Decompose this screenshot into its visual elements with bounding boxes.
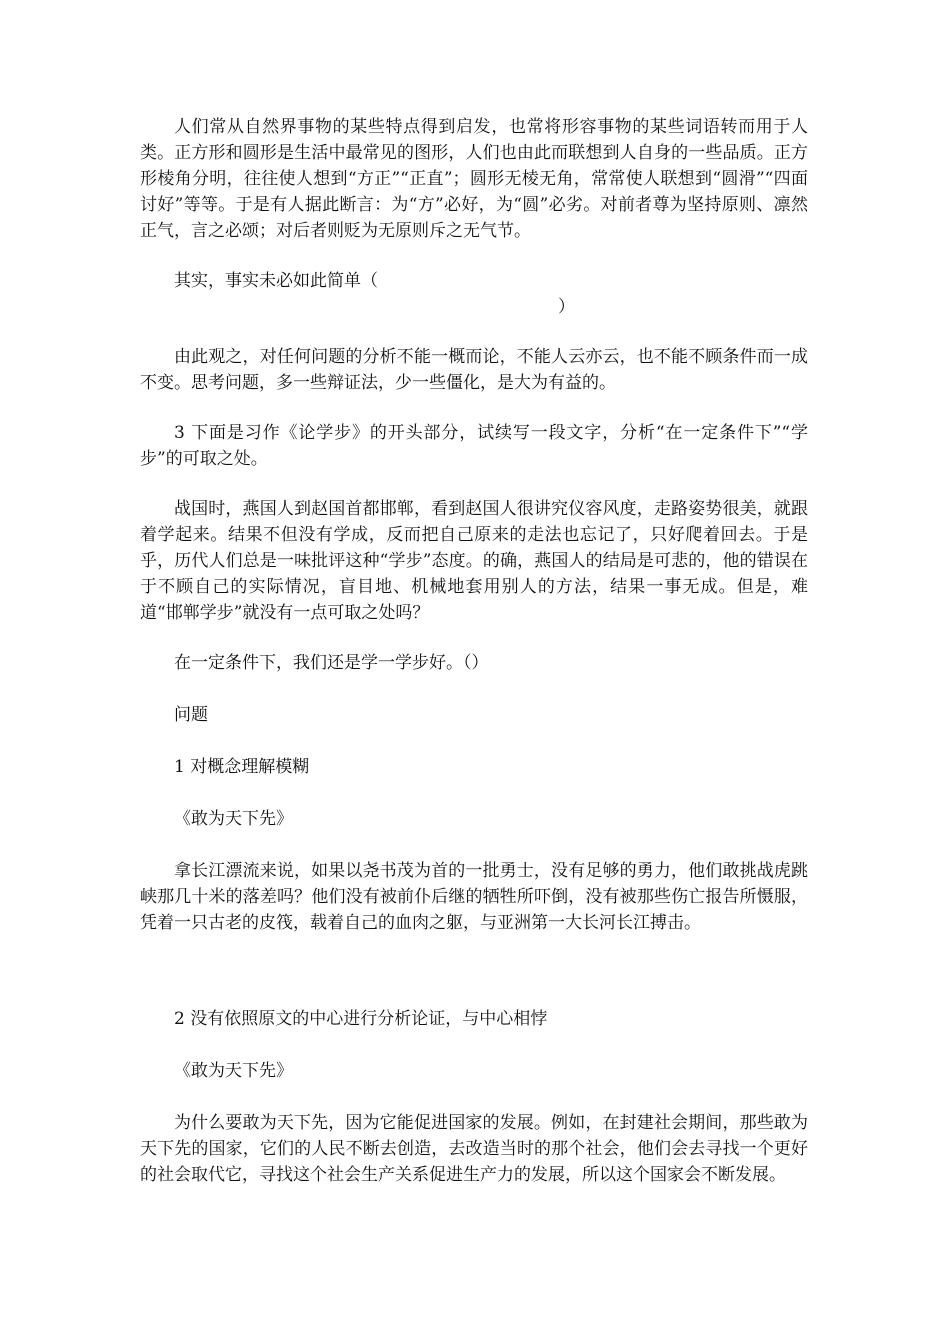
paragraph-conclusion: 由此观之，对任何问题的分析不能一概而论，不能人云亦云，也不能不顾条件而一成不变。思考问题，多一些辩证法，少一些僵化，是大为有益的。	[140, 347, 808, 393]
section-heading-problems: 问题	[174, 705, 208, 725]
essay-title-2: 《敢为天下先》	[174, 1061, 293, 1081]
paragraph-intro: 人们常从自然界事物的某些特点得到启发，也常将形容事物的某些词语转而用于人类。正方形和圆形是生活中最常见的图形，人们也由此而联想到人自身的一些品质。正方形棱角分明，往往使人想到“方正”“正直”；圆形无棱无角，常常使人联想到“圆滑”“四面讨好”等等。于是有人据此断言：为“方”必好，为“圆”必劣。对前者尊为坚持原则、凛然正气，言之必颂；对后者则贬为无原则斥之无气节。	[140, 117, 808, 241]
paragraph-learn-step: 在一定条件下，我们还是学一学步好。（）	[174, 653, 489, 673]
document-page	[140, 114, 808, 1188]
problem-1-heading: 1 对概念理解模糊	[174, 757, 310, 777]
paragraph-reality-close: ）	[558, 297, 575, 317]
problem-2-heading: 2 没有依照原文的中心进行分析论证，与中心相悖	[174, 1009, 548, 1029]
paragraph-reality-open: 其实，事实未必如此简单（	[174, 271, 378, 291]
essay-title-1: 《敢为天下先》	[174, 809, 293, 829]
paragraph-yangtze: 拿长江漂流来说，如果以尧书茂为首的一批勇士，没有足够的勇力，他们敢挑战虎跳峡那几十米的落差吗？他们没有被前仆后继的牺牲所吓倒，没有被那些伤亡报告所慑服，凭着一只古老的皮筏，载着自己的血肉之躯，与亚洲第一大长河长江搏击。	[140, 861, 808, 933]
paragraph-handan: 战国时，燕国人到赵国首都邯郸，看到赵国人很讲究仪容风度，走路姿势很美，就跟着学起来。结果不但没有学成，反而把自己原来的走法也忘记了，只好爬着回去。于是乎，历代人们总是一味批评这种“学步”态度。的确，燕国人的结局是可悲的，他的错误在于不顾自己的实际情况，盲目地、机械地套用别人的方法，结果一事无成。但是，难道“邯郸学步”就没有一点可取之处吗？	[140, 499, 808, 623]
exercise-3-prompt: 3 下面是习作《论学步》的开头部分，试续写一段文字，分析“在一定条件下”“学步”的可取之处。	[140, 423, 808, 469]
paragraph-country-development: 为什么要敢为天下先，因为它能促进国家的发展。例如，在封建社会期间，那些敢为天下先的国家，它们的人民不断去创造，去改造当时的那个社会，他们会去寻找一个更好的社会取代它，寻找这个社会生产关系促进生产力的发展，所以这个国家会不断发展。	[140, 1113, 808, 1185]
